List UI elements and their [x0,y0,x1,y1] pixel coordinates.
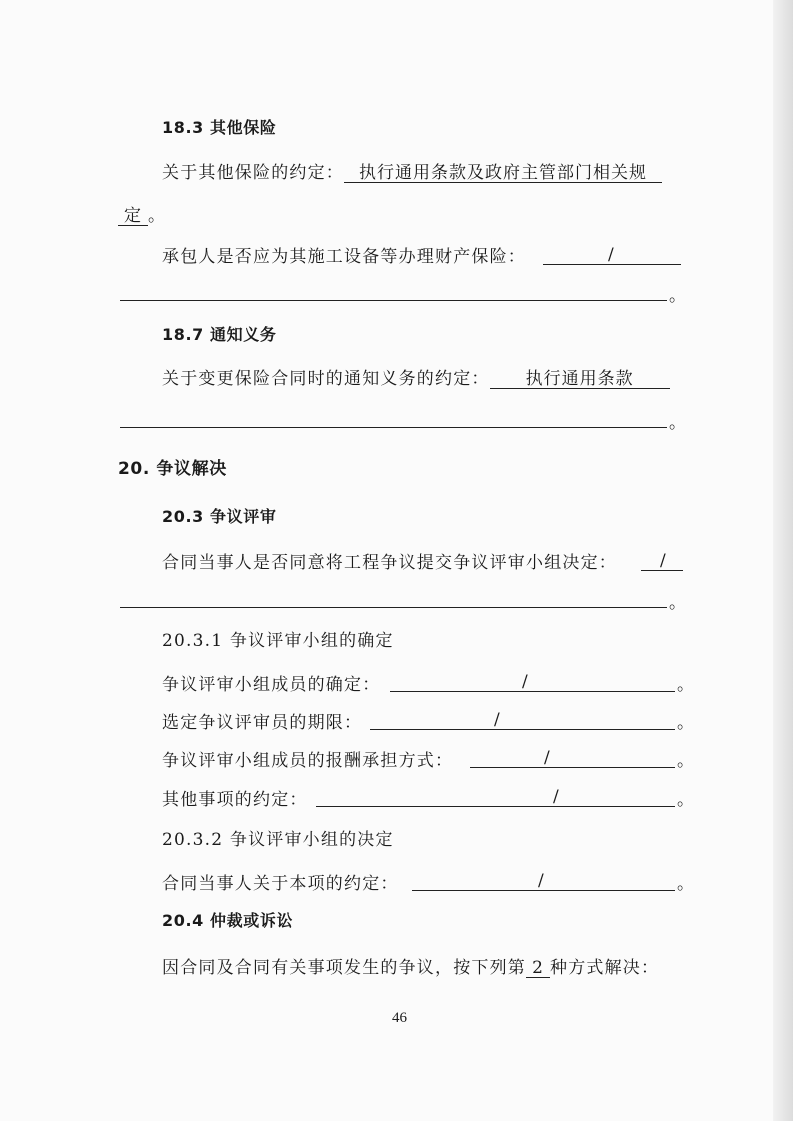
remuneration-label: 争议评审小组成员的报酬承担方式： [162,751,454,771]
period: 。 [669,413,686,433]
other-insurance-continuation [118,205,166,227]
other-matters-blank [316,806,675,807]
other-insurance-label: 关于其他保险的约定： [162,163,344,183]
period: 。 [677,874,694,894]
period: 。 [677,675,694,695]
notice-obligation-clause [162,368,670,390]
dispute-method-pre: 因合同及合同有关事项发生的争议，按下列第 [162,958,526,978]
remuneration-blank [470,767,675,768]
panel-member-row [162,674,380,696]
panel-member-blank [390,691,675,692]
notice-obligation-label: 关于变更保险合同时的通知义务的约定： [162,369,490,389]
section-20-heading: 20. 争议解决 [118,459,227,479]
period: 。 [148,206,167,226]
dispute-review-value: / [660,551,666,571]
section-18-3-heading: 18.3 其他保险 [162,118,277,137]
section-20-3-1-heading: 20.3.1 争议评审小组的确定 [162,631,394,651]
dispute-method-value: 2 [526,957,550,978]
section-20-3-heading: 20.3 争议评审 [162,507,277,526]
notice-obligation-value: 执行通用条款 [490,368,670,389]
reviewer-deadline-row [162,712,362,734]
period: 。 [677,790,694,810]
reviewer-deadline-blank [370,729,675,730]
section-18-7-heading: 18.7 通知义务 [162,325,277,344]
panel-member-value: / [522,672,528,692]
period: 。 [669,286,686,306]
dispute-review-clause [162,552,617,574]
page-edge-shadow [773,0,793,1121]
reviewer-deadline-value: / [494,710,500,730]
dispute-method-post: 种方式解决： [550,958,660,978]
other-matters-value: / [553,787,559,807]
other-matters-label: 其他事项的约定： [162,790,308,810]
dispute-review-label: 合同当事人是否同意将工程争议提交争议评审小组决定： [162,553,617,573]
equipment-insurance-clause [162,246,526,268]
other-matters-row [162,789,308,811]
dispute-method-clause [162,957,659,979]
remuneration-row [162,750,453,772]
equipment-insurance-label: 承包人是否应为其施工设备等办理财产保险： [162,247,526,267]
equipment-insurance-blank-2 [120,300,667,301]
period: 。 [677,713,694,733]
panel-member-label: 争议评审小组成员的确定： [162,675,381,695]
remuneration-value: / [544,748,550,768]
other-insurance-clause [162,162,662,184]
section-20-3-2-heading: 20.3.2 争议评审小组的决定 [162,830,394,850]
decision-label: 合同当事人关于本项的约定： [162,874,399,894]
equipment-insurance-value: / [608,245,614,265]
period: 。 [669,593,686,613]
other-insurance-value-cont: 定 [118,205,148,226]
period: 。 [677,751,694,771]
decision-value: / [538,871,544,891]
other-insurance-value: 执行通用条款及政府主管部门相关规 [344,162,662,183]
reviewer-deadline-label: 选定争议评审员的期限： [162,713,363,733]
dispute-review-blank-2 [120,607,667,608]
page-number: 46 [392,1010,407,1026]
section-20-4-heading: 20.4 仲裁或诉讼 [162,911,294,930]
decision-row [162,873,399,895]
notice-obligation-blank-2 [120,427,667,428]
